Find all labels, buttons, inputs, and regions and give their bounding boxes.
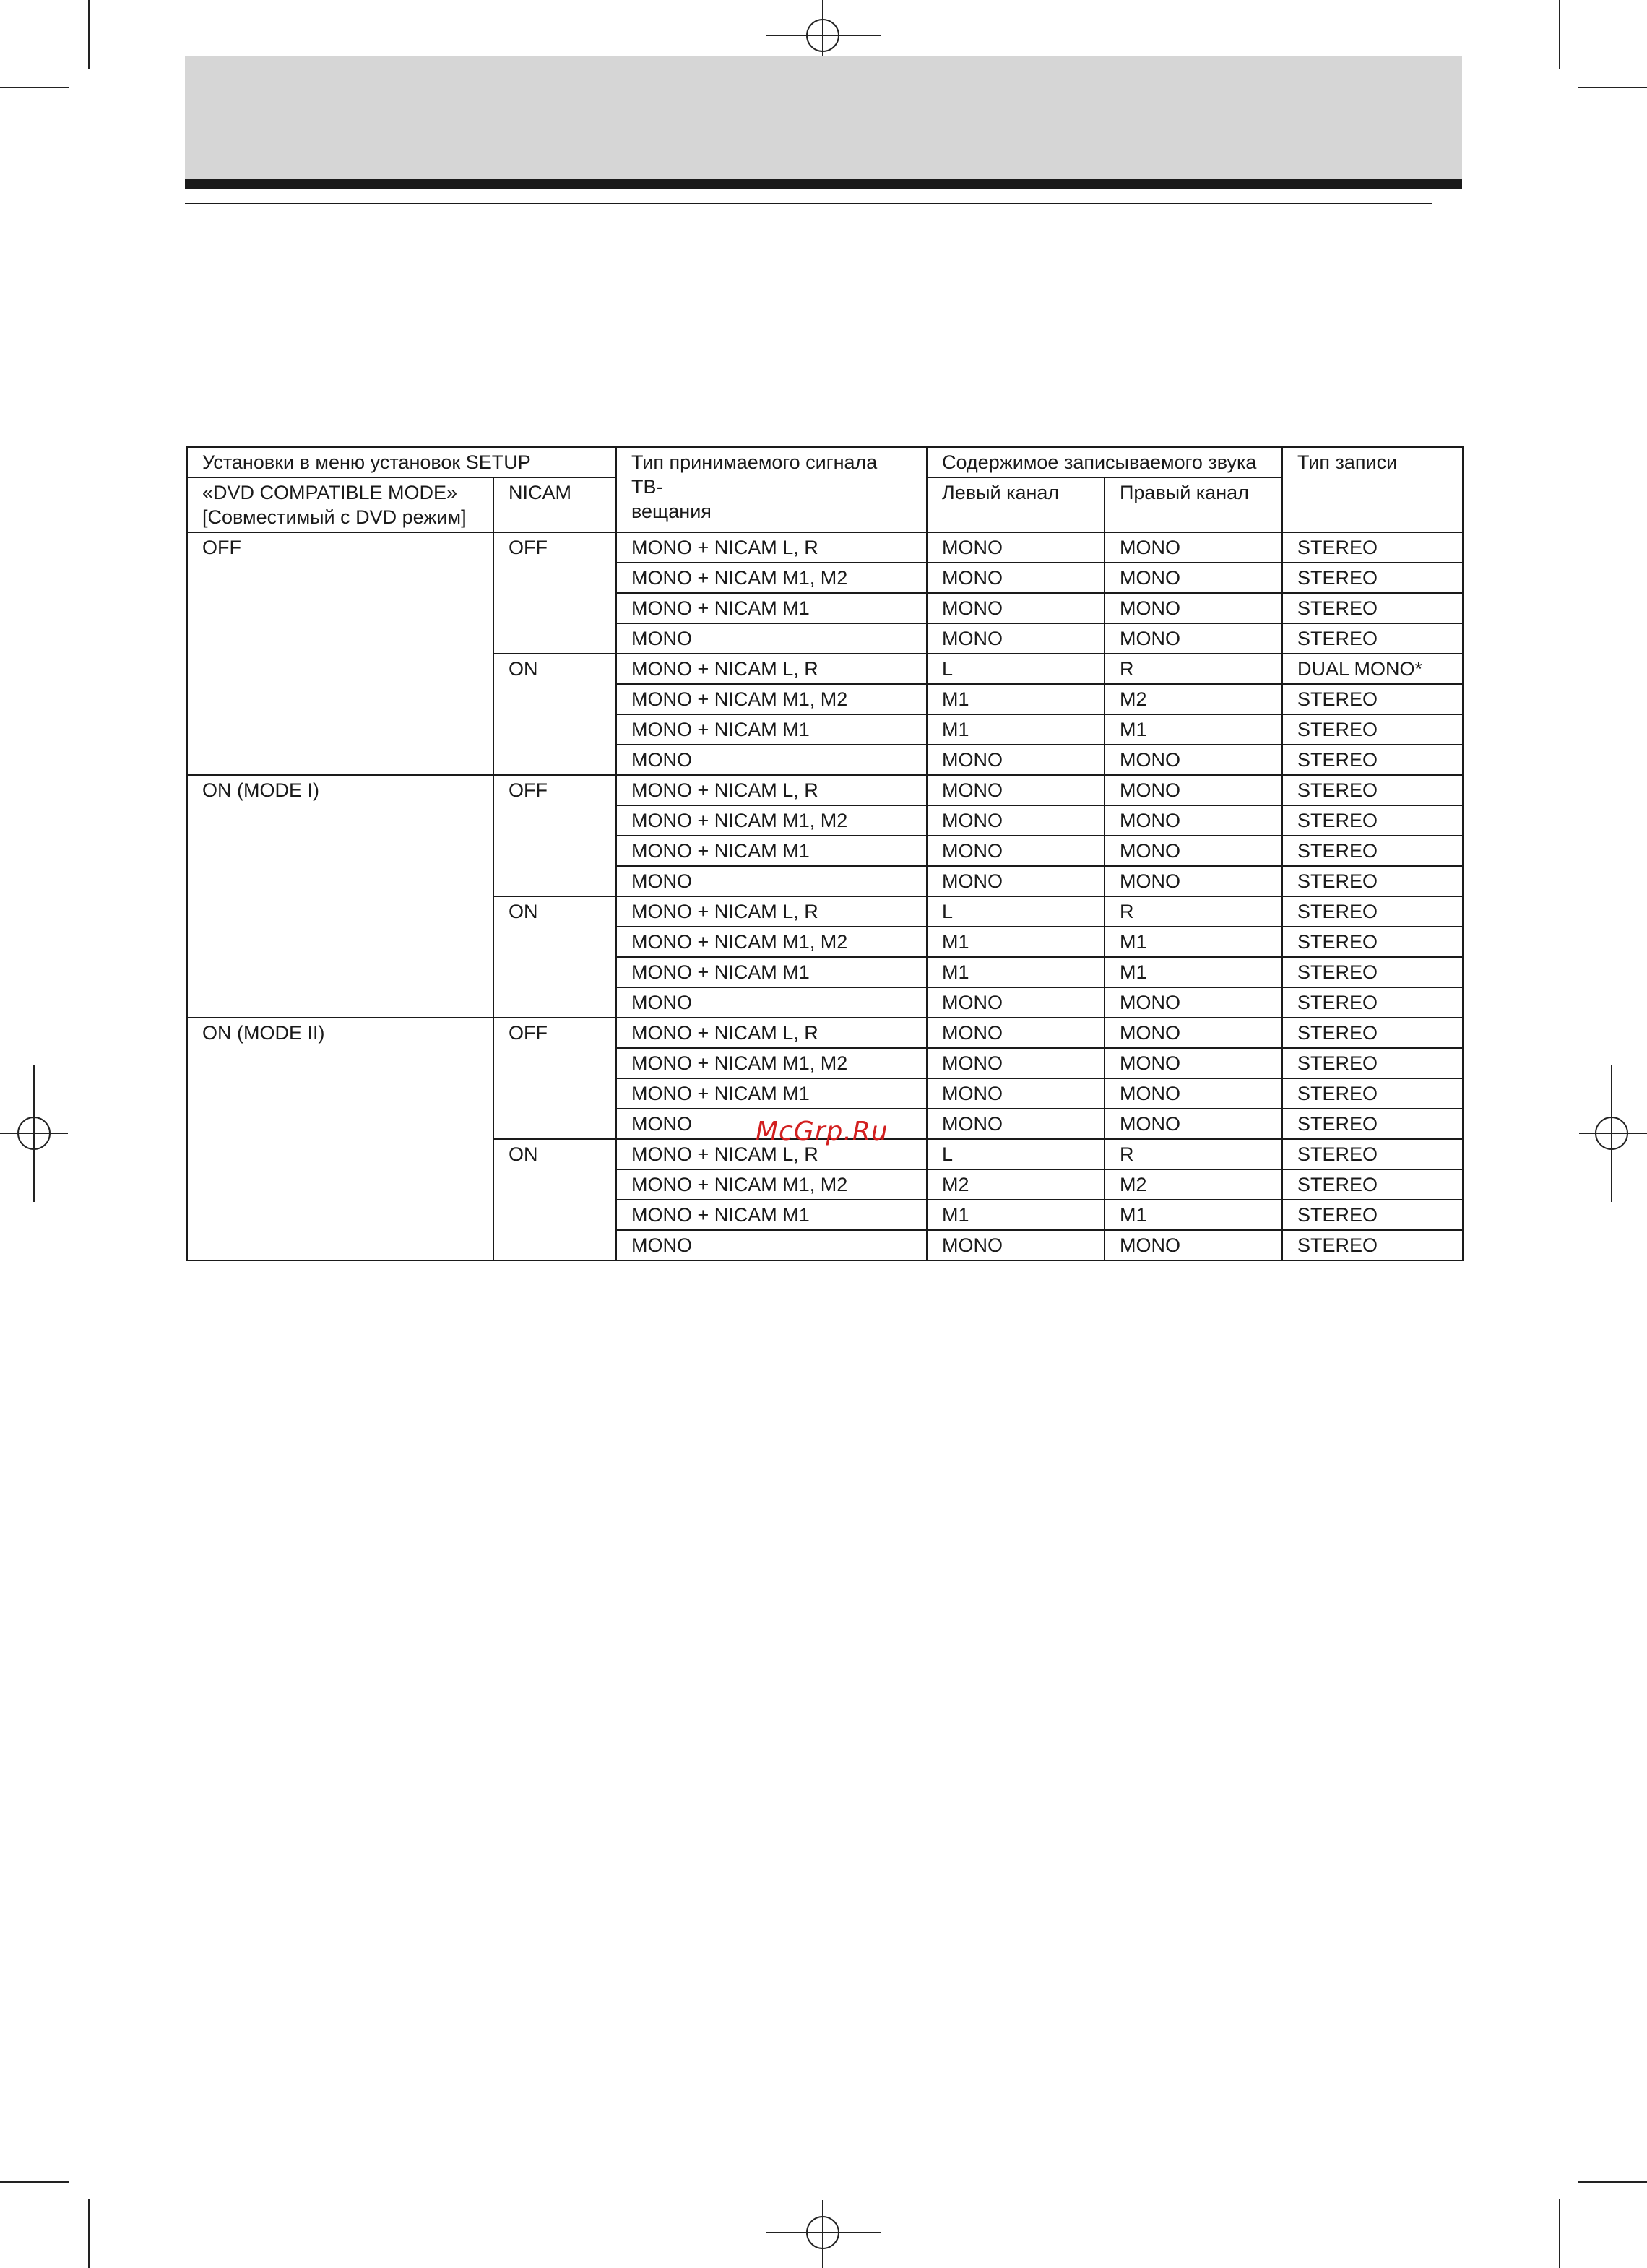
right-channel-cell: M1 [1105, 957, 1282, 987]
right-channel-cell: R [1105, 1139, 1282, 1169]
left-channel-cell: MONO [927, 1018, 1105, 1048]
record-type-cell: STEREO [1282, 987, 1463, 1018]
signal-cell: MONO + NICAM L, R [616, 654, 927, 684]
left-channel-cell: MONO [927, 1078, 1105, 1109]
record-type-cell: STEREO [1282, 805, 1463, 836]
left-channel-cell: MONO [927, 836, 1105, 866]
signal-cell: MONO + NICAM M1, M2 [616, 684, 927, 714]
signal-cell: MONO + NICAM L, R [616, 532, 927, 563]
right-channel-cell: R [1105, 896, 1282, 927]
right-channel-cell: MONO [1105, 1048, 1282, 1078]
record-type-cell: STEREO [1282, 623, 1463, 654]
dvd-mode-cell: OFF [187, 532, 493, 775]
record-type-cell: STEREO [1282, 563, 1463, 593]
left-channel-cell: L [927, 654, 1105, 684]
right-channel-cell: M1 [1105, 927, 1282, 957]
header-bar [185, 179, 1462, 189]
signal-cell: MONO [616, 745, 927, 775]
table-row [187, 775, 1463, 805]
right-channel-cell: MONO [1105, 623, 1282, 654]
right-channel-cell: MONO [1105, 532, 1282, 563]
record-type-cell: STEREO [1282, 593, 1463, 623]
right-channel-cell: MONO [1105, 1018, 1282, 1048]
record-type-cell: STEREO [1282, 1018, 1463, 1048]
record-type-cell: STEREO [1282, 1230, 1463, 1260]
watermark: McGrp.Ru [756, 1117, 889, 1146]
right-channel-cell: MONO [1105, 805, 1282, 836]
right-channel-header: Правый канал [1105, 477, 1282, 532]
nicam-cell: ON [493, 1139, 616, 1260]
nicam-cell: OFF [493, 532, 616, 654]
sound-content-group-header: Содержимое записываемого звука [927, 447, 1282, 477]
right-channel-cell: M2 [1105, 684, 1282, 714]
signal-cell: MONO + NICAM M1 [616, 1200, 927, 1230]
left-channel-cell: L [927, 1139, 1105, 1169]
header-row [187, 447, 1463, 477]
record-type-header: Тип записи [1282, 447, 1463, 532]
dvd-compatible-mode-header [187, 477, 493, 532]
nicam-header: NICAM [493, 477, 616, 532]
left-channel-cell: M1 [927, 684, 1105, 714]
record-type-cell: STEREO [1282, 866, 1463, 896]
left-channel-cell: M1 [927, 927, 1105, 957]
right-channel-cell: MONO [1105, 563, 1282, 593]
dvd-compatible-mode-header-line2: [Совместимый с DVD режим] [202, 506, 467, 528]
left-channel-cell: MONO [927, 532, 1105, 563]
right-channel-cell: MONO [1105, 987, 1282, 1018]
header-band [185, 56, 1462, 179]
record-type-cell: STEREO [1282, 775, 1463, 805]
left-channel-cell: MONO [927, 593, 1105, 623]
right-channel-cell: MONO [1105, 745, 1282, 775]
signal-cell: MONO [616, 1230, 927, 1260]
dvd-compatible-mode-header-line1: «DVD COMPATIBLE MODE» [202, 482, 458, 503]
signal-cell: MONO [616, 987, 927, 1018]
record-type-cell: STEREO [1282, 1109, 1463, 1139]
left-channel-cell: MONO [927, 1048, 1105, 1078]
signal-cell: MONO + NICAM M1 [616, 714, 927, 745]
signal-cell: MONO [616, 1109, 927, 1139]
signal-cell: MONO + NICAM M1 [616, 836, 927, 866]
right-channel-cell: MONO [1105, 1230, 1282, 1260]
signal-cell: MONO + NICAM M1 [616, 957, 927, 987]
left-channel-cell: MONO [927, 1109, 1105, 1139]
right-channel-cell: M1 [1105, 1200, 1282, 1230]
left-channel-cell: M1 [927, 1200, 1105, 1230]
signal-type-header [616, 447, 927, 532]
signal-cell: MONO + NICAM M1, M2 [616, 927, 927, 957]
left-channel-cell: M2 [927, 1169, 1105, 1200]
record-type-cell: STEREO [1282, 927, 1463, 957]
record-type-cell: STEREO [1282, 1048, 1463, 1078]
signal-type-header-line2: вещания [631, 501, 712, 522]
left-channel-cell: L [927, 896, 1105, 927]
right-channel-cell: MONO [1105, 1078, 1282, 1109]
right-channel-cell: MONO [1105, 593, 1282, 623]
nicam-cell: ON [493, 896, 616, 1018]
signal-cell: MONO + NICAM L, R [616, 775, 927, 805]
right-channel-cell: MONO [1105, 866, 1282, 896]
record-type-cell: STEREO [1282, 957, 1463, 987]
record-type-cell: STEREO [1282, 1169, 1463, 1200]
signal-cell: MONO + NICAM M1 [616, 1078, 927, 1109]
signal-cell: MONO + NICAM M1, M2 [616, 563, 927, 593]
table-row [187, 532, 1463, 563]
signal-cell: MONO [616, 623, 927, 654]
header-rule [185, 203, 1432, 204]
right-channel-cell: M1 [1105, 714, 1282, 745]
right-channel-cell: R [1105, 654, 1282, 684]
left-channel-cell: MONO [927, 1230, 1105, 1260]
signal-cell: MONO + NICAM L, R [616, 1018, 927, 1048]
record-type-cell: STEREO [1282, 532, 1463, 563]
left-channel-cell: MONO [927, 987, 1105, 1018]
signal-cell: MONO + NICAM L, R [616, 896, 927, 927]
left-channel-cell: M1 [927, 957, 1105, 987]
record-type-cell: STEREO [1282, 1078, 1463, 1109]
signal-cell: MONO [616, 866, 927, 896]
table-row [187, 1018, 1463, 1048]
record-type-cell: DUAL MONO* [1282, 654, 1463, 684]
record-type-cell: STEREO [1282, 714, 1463, 745]
record-type-cell: STEREO [1282, 684, 1463, 714]
right-channel-cell: MONO [1105, 775, 1282, 805]
setup-group-header: Установки в меню установок SETUP [187, 447, 616, 477]
record-type-cell: STEREO [1282, 1200, 1463, 1230]
record-type-cell: STEREO [1282, 896, 1463, 927]
left-channel-cell: MONO [927, 745, 1105, 775]
dvd-mode-cell: ON (MODE II) [187, 1018, 493, 1260]
signal-cell: MONO + NICAM M1, M2 [616, 1169, 927, 1200]
nicam-cell: OFF [493, 775, 616, 896]
signal-cell: MONO + NICAM M1 [616, 593, 927, 623]
record-type-cell: STEREO [1282, 1139, 1463, 1169]
signal-cell: MONO + NICAM L, R [616, 1139, 927, 1169]
left-channel-cell: MONO [927, 866, 1105, 896]
nicam-cell: ON [493, 654, 616, 775]
right-channel-cell: MONO [1105, 836, 1282, 866]
record-type-cell: STEREO [1282, 745, 1463, 775]
left-channel-header: Левый канал [927, 477, 1105, 532]
signal-type-header-line1: Тип принимаемого сигнала ТВ- [631, 451, 878, 498]
left-channel-cell: MONO [927, 623, 1105, 654]
dvd-mode-cell: ON (MODE I) [187, 775, 493, 1018]
signal-cell: MONO + NICAM M1, M2 [616, 805, 927, 836]
left-channel-cell: MONO [927, 563, 1105, 593]
left-channel-cell: MONO [927, 775, 1105, 805]
left-channel-cell: M1 [927, 714, 1105, 745]
nicam-cell: OFF [493, 1018, 616, 1139]
left-channel-cell: MONO [927, 805, 1105, 836]
record-type-cell: STEREO [1282, 836, 1463, 866]
right-channel-cell: MONO [1105, 1109, 1282, 1139]
right-channel-cell: M2 [1105, 1169, 1282, 1200]
signal-cell: MONO + NICAM M1, M2 [616, 1048, 927, 1078]
